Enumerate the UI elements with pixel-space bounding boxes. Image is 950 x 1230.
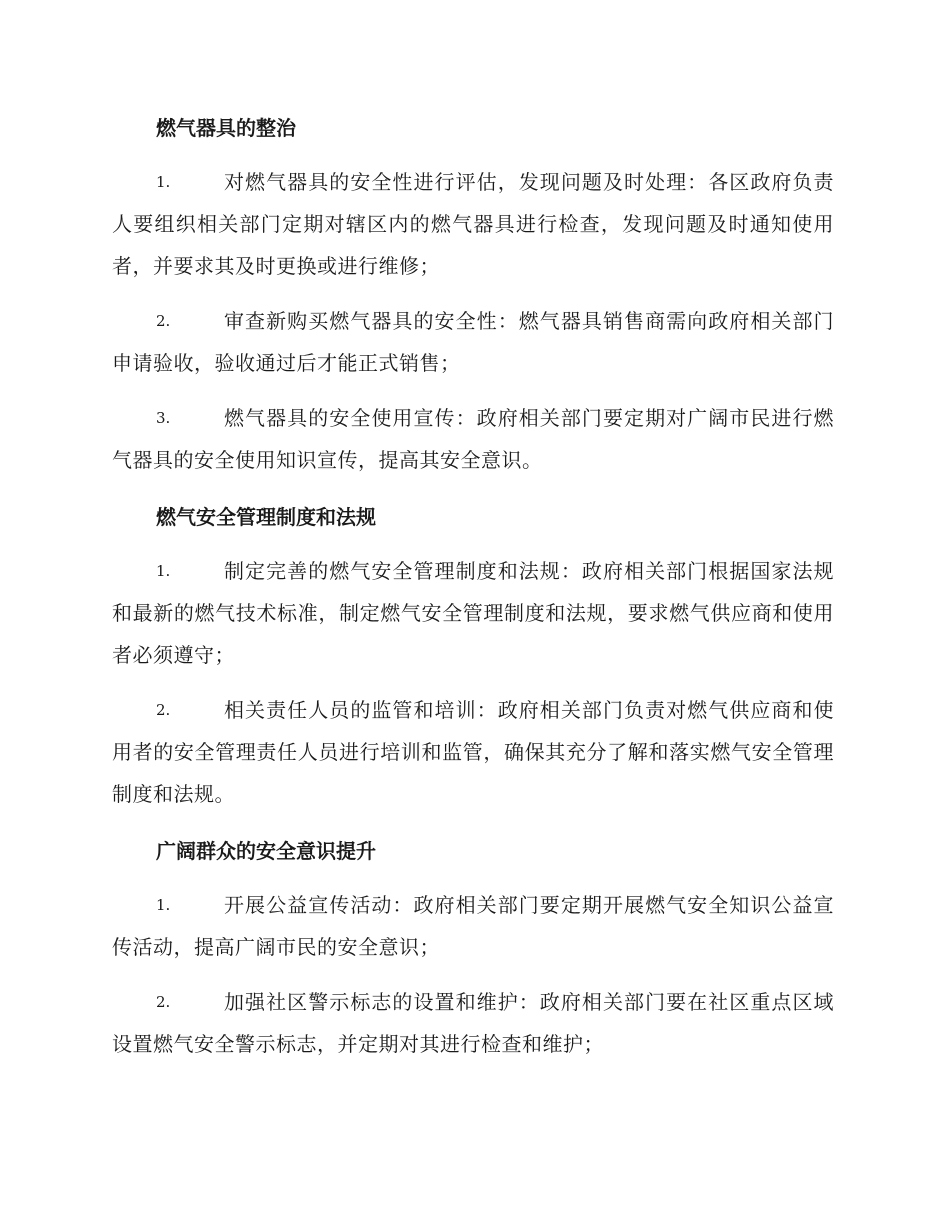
- section-heading: 广阔群众的安全意识提升: [156, 839, 376, 863]
- list-item-text: 对燃气器具的安全性进行评估，发现问题及时处理：各区政府负责人要组织相关部门定期对辖区内的燃气器具进行检查，发现问题及时通知使用者，并要求其及时更换或进行维修；: [112, 170, 834, 278]
- list-item: [112, 550, 834, 676]
- list-item: [112, 397, 834, 481]
- list-item-number: 2.: [156, 312, 171, 330]
- list-item: [112, 689, 834, 815]
- list-item-number: 1.: [156, 562, 171, 580]
- list-item-text: 制定完善的燃气安全管理制度和法规：政府相关部门根据国家法规和最新的燃气技术标准，制定燃气安全管理制度和法规，要求燃气供应商和使用者必须遵守；: [112, 559, 834, 667]
- list-item: [112, 884, 834, 968]
- list-item-text: 加强社区警示标志的设置和维护：政府相关部门要在社区重点区域设置燃气安全警示标志，并定期对其进行检查和维护；: [112, 990, 834, 1056]
- section-heading: 燃气器具的整治: [156, 116, 296, 140]
- list-item-number: 1.: [156, 173, 171, 191]
- section-heading: 燃气安全管理制度和法规: [156, 505, 376, 529]
- list-item-text: 燃气器具的安全使用宣传：政府相关部门要定期对广阔市民进行燃气器具的安全使用知识宣传，提高其安全意识。: [112, 406, 834, 472]
- list-item-number: 3.: [156, 409, 171, 427]
- list-item-number: 1.: [156, 896, 171, 914]
- list-item: [112, 981, 834, 1065]
- list-item-number: 2.: [156, 993, 171, 1011]
- list-item-number: 2.: [156, 701, 171, 719]
- list-item: [112, 161, 834, 287]
- list-item-text: 开展公益宣传活动：政府相关部门要定期开展燃气安全知识公益宣传活动，提高广阔市民的安全意识；: [112, 893, 834, 959]
- list-item-text: 相关责任人员的监管和培训：政府相关部门负责对燃气供应商和使用者的安全管理责任人员进行培训和监管，确保其充分了解和落实燃气安全管理制度和法规。: [112, 698, 834, 806]
- list-item: [112, 300, 834, 384]
- list-item-text: 审查新购买燃气器具的安全性：燃气器具销售商需向政府相关部门申请验收，验收通过后才能正式销售；: [112, 309, 834, 375]
